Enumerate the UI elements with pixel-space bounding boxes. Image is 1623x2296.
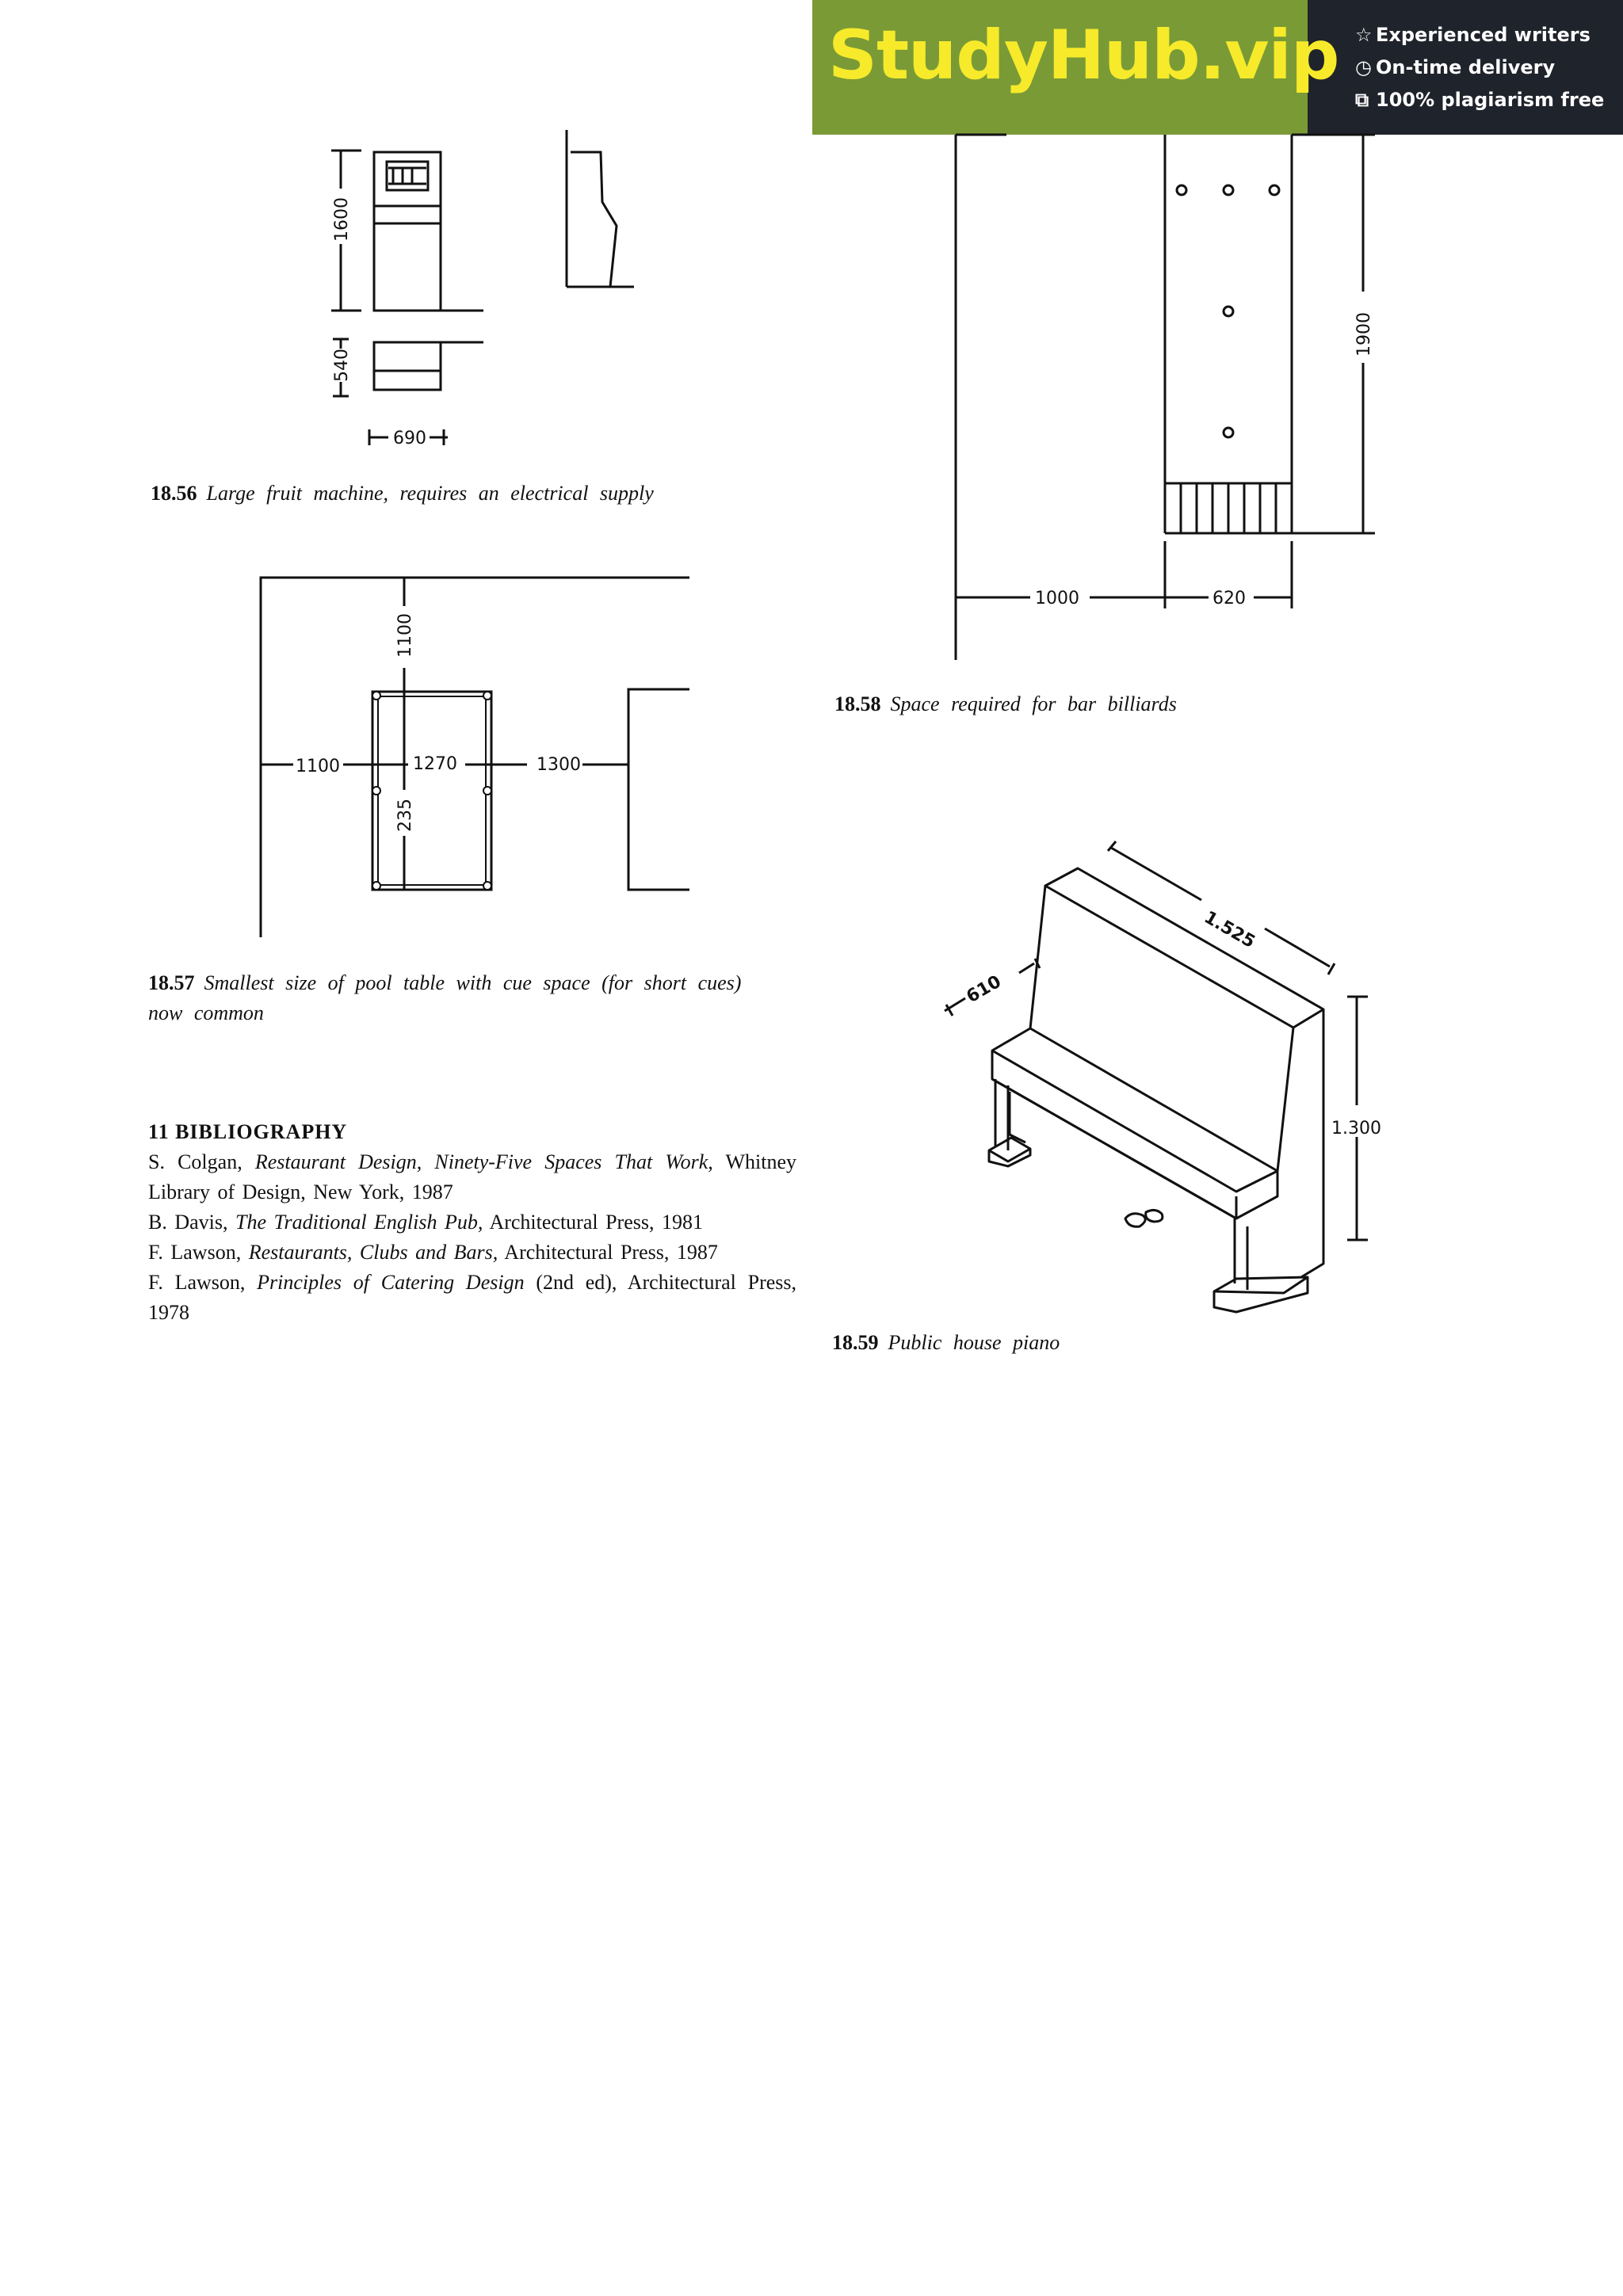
fig-18-57-caption: 18.57 Smallest size of pool table with cue space (for short cues) now common	[148, 971, 742, 1024]
dim-1000: 1000	[1035, 589, 1079, 608]
bibliography	[148, 1117, 796, 1328]
star-icon: ☆	[1355, 24, 1373, 46]
feature-item: ☆ Experienced writers	[1355, 19, 1604, 51]
studyhub-logo[interactable]: StudyHub.vip	[828, 16, 1339, 95]
copy-icon: ⧉	[1355, 89, 1369, 111]
dim-610: 610	[963, 971, 1005, 1008]
banner-features	[1355, 19, 1604, 116]
bar-billiards-drawing	[943, 133, 1395, 672]
fig-18-56-caption: 18.56 Large fruit machine, requires an electrical supply	[151, 482, 654, 505]
dim-1300: 1300	[537, 755, 581, 775]
studyhub-banner[interactable]	[812, 0, 1623, 135]
fruit-machine-drawing	[317, 127, 666, 460]
dim-620: 620	[1212, 589, 1246, 608]
dim-1600: 1600	[332, 197, 352, 242]
dim-540: 540	[332, 349, 352, 382]
bib-entry: F. Lawson, Principles of Catering Design (2nd ed), Architectural Press, 1978	[148, 1271, 797, 1324]
dim-1100-left: 1100	[296, 757, 340, 776]
feature-item: ◷ On-time delivery	[1355, 51, 1604, 84]
dim-235: 235	[395, 799, 415, 832]
dim-1-525: 1.525	[1201, 907, 1258, 952]
feature-item: ⧉ 100% plagiarism free	[1355, 84, 1604, 116]
dim-1100-top: 1100	[395, 613, 415, 658]
bibliography-heading: 11 BIBLIOGRAPHY	[148, 1120, 348, 1143]
piano-drawing	[935, 840, 1395, 1315]
pool-table-drawing	[258, 574, 701, 939]
bib-entry: F. Lawson, Restaurants, Clubs and Bars, Architectural Press, 1987	[148, 1241, 718, 1264]
dim-690: 690	[393, 429, 426, 448]
dim-1270: 1270	[413, 754, 457, 774]
dim-1-300: 1.300	[1331, 1119, 1381, 1138]
clock-icon: ◷	[1355, 56, 1372, 78]
fig-18-58-caption: 18.58 Space required for bar billiards	[834, 692, 1177, 715]
bib-entry: S. Colgan, Restaurant Design, Ninety-Five Spaces That Work, Whitney Library of Design, New York, 1987	[148, 1150, 796, 1203]
bib-entry: B. Davis, The Traditional English Pub, Architectural Press, 1981	[148, 1211, 703, 1234]
dim-1900: 1900	[1354, 312, 1374, 357]
fig-18-59-caption: 18.59 Public house piano	[832, 1331, 1060, 1354]
